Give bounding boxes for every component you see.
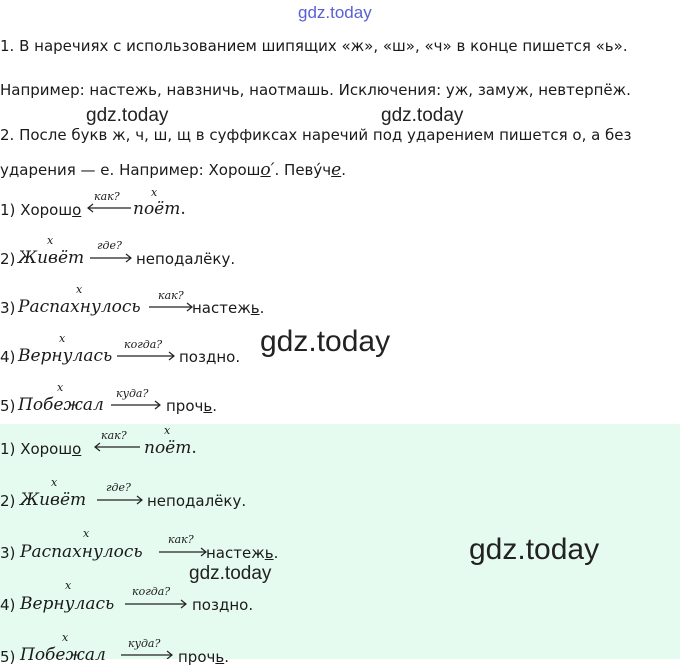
arrow-right-icon: [110, 400, 162, 410]
watermark-top: gdz.today: [298, 3, 372, 22]
example-number: 1): [0, 201, 16, 219]
example-question: как?: [101, 429, 127, 442]
watermark-small-green: gdz.today: [189, 563, 272, 584]
rule-2-letter-e: е: [331, 160, 342, 180]
example-question: где?: [97, 239, 122, 252]
rule-2-text-mid: . Певу́ч: [274, 161, 332, 179]
arrow-right-icon: [89, 253, 133, 263]
example-question: когда?: [132, 585, 171, 598]
example-question: как?: [158, 289, 184, 302]
example-word-2: поёт.: [133, 199, 186, 219]
example-question: где?: [106, 481, 131, 494]
rule-2-text: ударения — е. Например: Хорош: [0, 161, 261, 179]
example-green-3: 3): [0, 544, 16, 562]
cross-mark: x: [83, 527, 90, 540]
example-word: Распахнулось: [20, 542, 143, 562]
cross-mark: x: [47, 234, 54, 247]
rule-2-line-1: 2. После букв ж, ч, ш, щ в суффиксах наречий под ударением пишется о, а без: [0, 126, 632, 144]
rule-2-letter-o: о: [260, 160, 271, 180]
arrow-right-icon: [124, 599, 188, 609]
example-word: Живёт: [18, 248, 85, 268]
cross-mark: x: [65, 579, 72, 592]
example-word-2: неподалёку.: [136, 250, 236, 268]
example-question: когда?: [124, 338, 163, 351]
cross-mark: x: [164, 424, 171, 437]
example-question: куда?: [128, 637, 161, 650]
arrow-right-icon: [148, 302, 194, 312]
example-word-2: поёт.: [144, 438, 197, 458]
example-green-4: 4): [0, 596, 16, 614]
cross-mark: x: [51, 476, 58, 489]
example-word: Побежал: [18, 395, 104, 415]
example-word: Побежал: [20, 645, 106, 665]
example-word: Распахнулось: [18, 297, 141, 317]
example-word-2: настежь.: [206, 544, 279, 562]
rule-2-line-2: [0, 161, 346, 179]
example-word-2: настежь.: [192, 299, 265, 317]
example-question: куда?: [116, 387, 149, 400]
example-word-2: поздно.: [192, 596, 254, 614]
example-white-3: 3): [0, 299, 16, 317]
example-word-2: неподалёку.: [147, 492, 247, 510]
watermark-large-2: gdz.today: [469, 533, 600, 566]
example-letter: о: [72, 201, 82, 219]
cross-mark: x: [62, 631, 69, 644]
arrow-right-icon: [96, 495, 144, 505]
cross-mark: x: [151, 186, 158, 199]
example-word: Хорош: [20, 201, 73, 219]
watermark-mid-right: gdz.today: [381, 105, 464, 126]
arrow-left-icon: [93, 442, 141, 452]
arrow-left-icon: [86, 203, 132, 213]
rule-1-line-1: 1. В наречиях с использованием шипящих «ж», «ш», «ч» в конце пишется «ь».: [0, 37, 628, 55]
example-word-2: прочь.: [166, 397, 217, 415]
example-green-2: 2): [0, 492, 16, 510]
example-word: Вернулась: [20, 594, 115, 614]
example-green-1: 1) Хорошо: [0, 440, 82, 458]
cross-mark: x: [57, 381, 64, 394]
cross-mark: x: [59, 332, 66, 345]
rule-2-text-end: .: [341, 161, 346, 179]
cross-mark: x: [76, 283, 83, 296]
arrow-right-icon: [116, 351, 176, 361]
example-green-5: 5): [0, 648, 16, 666]
example-white-2: 2): [0, 250, 16, 268]
arrow-right-icon: [158, 547, 208, 557]
example-word-2: поздно.: [179, 348, 241, 366]
example-word-2: прочь.: [178, 648, 229, 666]
example-word: Вернулась: [18, 346, 113, 366]
example-white-4: 4): [0, 348, 16, 366]
example-white-5: 5): [0, 397, 16, 415]
watermark-mid-left: gdz.today: [86, 105, 169, 126]
arrow-right-icon: [120, 650, 174, 659]
rule-1-line-2: Например: настежь, навзничь, наотмашь. Исключения: уж, замуж, невтерпёж.: [0, 81, 631, 99]
rule-2-accent: ′: [270, 160, 275, 180]
example-word: Живёт: [20, 490, 87, 510]
example-question: как?: [94, 190, 120, 203]
example-question: как?: [168, 533, 194, 546]
watermark-large-1: gdz.today: [260, 325, 391, 358]
example-white-1: [0, 201, 81, 219]
